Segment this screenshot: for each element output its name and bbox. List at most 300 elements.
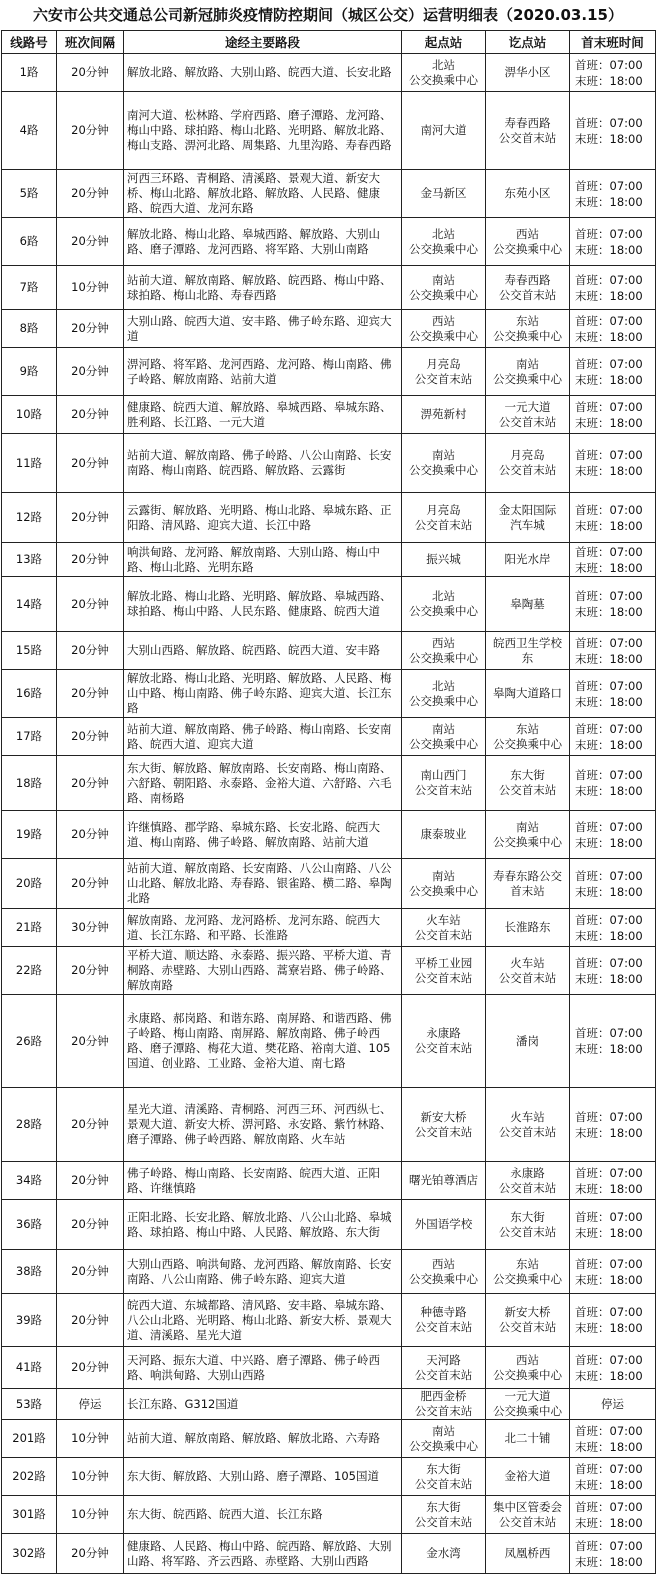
start-station: [402, 1200, 486, 1250]
station-line: 南站: [516, 819, 539, 834]
last-bus-time: 末班：18:00: [575, 784, 643, 798]
service-time: [570, 543, 656, 577]
route-segments: 天河路、振东大道、中兴路、磨子潭路、佛子岭西路、响洪甸路、大别山西路: [124, 1347, 402, 1389]
station-line: 寿春东路公交: [493, 868, 562, 883]
page-title: 六安市公共交通总公司新冠肺炎疫情防控期间（城区公交）运营明细表（2020.03.15）: [33, 6, 623, 24]
line-number: 28路: [2, 1088, 57, 1162]
line-number: 39路: [2, 1294, 57, 1347]
table-row: [2, 1496, 656, 1534]
service-time: [570, 396, 656, 434]
table-row: [2, 1294, 656, 1347]
station-line: 首末站: [510, 883, 545, 898]
last-bus-time: 末班：18:00: [575, 651, 643, 666]
last-bus-time: 末班：18:00: [575, 1181, 643, 1196]
line-number: 201路: [2, 1420, 57, 1458]
last-bus-time: 末班：18:00: [575, 1368, 643, 1383]
table-row: [2, 170, 656, 218]
station-line: 南站: [432, 868, 455, 883]
station-line: 公交换乘中心: [493, 834, 562, 849]
station-line: 金裕大道: [504, 1469, 551, 1483]
first-bus-time: 首班：07:00: [575, 356, 643, 371]
last-bus-time: 末班：18:00: [575, 329, 643, 344]
line-number: 301路: [2, 1496, 57, 1534]
interval: 30分钟: [57, 909, 124, 947]
start-station: [402, 718, 486, 756]
end-station: [486, 54, 570, 92]
station-line: 皋陶墓: [510, 596, 545, 611]
interval: 20分钟: [57, 1250, 124, 1294]
table-row: [2, 1534, 656, 1574]
end-station: [486, 310, 570, 348]
interval: 20分钟: [57, 348, 124, 396]
service-time: [570, 947, 656, 995]
route-segments: 健康路、皖西大道、解放路、皋城西路、皋城东路、胜利路、长江路、一元大道: [124, 396, 402, 434]
last-bus-time: 末班：18:00: [575, 737, 643, 752]
station-line: 公交换乘中心: [493, 371, 562, 386]
start-station: [402, 1162, 486, 1200]
service-time: [570, 859, 656, 909]
end-station: [486, 1347, 570, 1389]
start-station: [402, 1294, 486, 1347]
station-line: 金太阳国际: [498, 502, 557, 517]
station-line: 西站: [516, 226, 539, 241]
station-line: 一元大道: [504, 1389, 551, 1403]
start-station: [402, 995, 486, 1088]
interval: 20分钟: [57, 632, 124, 670]
start-station: [402, 947, 486, 995]
station-line: 公交首末站: [414, 371, 473, 386]
station-line: 金水湾: [426, 1546, 461, 1560]
schedule-table: [1, 30, 656, 1574]
route-segments: 站前大道、解放南路、佛子岭路、八公山南路、长安南路、梅山南路、皖西路、解放路、云露街: [124, 434, 402, 493]
station-line: 月亮岛: [426, 356, 461, 371]
end-station: [486, 92, 570, 170]
line-number: 16路: [2, 670, 57, 718]
start-station: [402, 218, 486, 266]
start-station: [402, 92, 486, 170]
interval: 10分钟: [57, 1420, 124, 1458]
first-bus-time: 首班：07:00: [575, 635, 643, 650]
service-time: [570, 1534, 656, 1574]
route-segments: 东大街、皖西路、皖西大道、长江东路: [124, 1496, 402, 1534]
station-line: 西站: [516, 1352, 539, 1367]
line-number: 20路: [2, 859, 57, 909]
route-segments: 解放北路、解放路、大别山路、皖西大道、长安北路: [124, 54, 402, 92]
interval: 20分钟: [57, 947, 124, 995]
station-line: 公交换乘中心: [409, 883, 478, 898]
station-line: 南站: [432, 721, 455, 736]
service-time: [570, 493, 656, 543]
station-line: 公交换乘中心: [409, 328, 478, 343]
interval: 20分钟: [57, 577, 124, 632]
interval: 10分钟: [57, 1496, 124, 1534]
table-row: [2, 218, 656, 266]
table-row: [2, 396, 656, 434]
service-time: [570, 92, 656, 170]
station-line: 公交首末站: [414, 1320, 473, 1334]
station-line: 种德寺路: [420, 1305, 467, 1319]
end-station: [486, 1458, 570, 1496]
station-line: 火车站: [510, 955, 545, 970]
station-line: 公交首末站: [414, 1041, 473, 1055]
line-number: 1路: [2, 54, 57, 92]
station-line: 东大街: [510, 1209, 545, 1224]
station-line: 西站: [432, 1256, 455, 1271]
route-segments: 平桥大道、顺达路、永泰路、振兴路、平桥大道、青桐路、赤壁路、大别山西路、蒿寮岩路、佛子岭路、解放南路: [124, 947, 402, 995]
service-time: [570, 670, 656, 718]
table-row: [2, 1200, 656, 1250]
service-time: [570, 266, 656, 310]
table-row: [2, 1250, 656, 1294]
station-line: 永康路: [510, 1165, 545, 1180]
station-line: 平桥工业园: [414, 955, 473, 970]
station-line: 月亮岛: [426, 502, 461, 517]
station-line: 北二十铺: [504, 1431, 551, 1445]
start-station: [402, 1420, 486, 1458]
station-line: 公交换乘中心: [493, 328, 562, 343]
station-line: 公交换乘中心: [409, 463, 478, 477]
interval: 20分钟: [57, 1200, 124, 1250]
line-number: 53路: [2, 1389, 57, 1420]
first-bus-time: 首班：07:00: [575, 868, 643, 883]
first-bus-time: 首班：07:00: [575, 819, 643, 834]
station-line: 潘岗: [516, 1033, 539, 1048]
start-station: [402, 543, 486, 577]
end-station: [486, 543, 570, 577]
station-line: 西站: [432, 635, 455, 650]
first-bus-time: 首班：07:00: [575, 1305, 643, 1319]
first-bus-time: 首班：07:00: [575, 502, 643, 517]
station-line: 新安大桥: [504, 1305, 551, 1319]
station-line: 金马新区: [420, 186, 467, 200]
route-segments: 站前大道、解放南路、长安南路、八公山南路、八公山北路、解放北路、寿春路、银雀路、横二路、皋陶北路: [124, 859, 402, 909]
station-line: 南站: [432, 1423, 455, 1438]
route-segments: 健康路、人民路、梅山中路、皖西路、解放路、大别山路、将军路、齐云西路、赤壁路、大别山西路: [124, 1534, 402, 1574]
interval: 20分钟: [57, 310, 124, 348]
station-line: 公交换乘中心: [409, 650, 478, 665]
route-segments: 云露街、解放路、光明路、梅山北路、皋城东路、正阳路、清风路、迎宾大道、长江中路: [124, 493, 402, 543]
station-line: 永康路: [426, 1026, 461, 1040]
station-line: 东大街: [426, 1499, 461, 1514]
service-time: [570, 632, 656, 670]
end-station: [486, 909, 570, 947]
interval: 20分钟: [57, 1162, 124, 1200]
first-bus-time: 首班：07:00: [575, 912, 643, 927]
last-bus-time: 末班：18:00: [575, 288, 643, 303]
interval: 20分钟: [57, 811, 124, 859]
last-bus-time: 末班：18:00: [575, 971, 643, 986]
line-number: 5路: [2, 170, 57, 218]
start-station: [402, 909, 486, 947]
service-time: [570, 756, 656, 811]
start-station: [402, 1347, 486, 1389]
line-number: 22路: [2, 947, 57, 995]
last-bus-time: 末班：18:00: [575, 242, 643, 257]
last-bus-time: 末班：18:00: [575, 415, 643, 430]
service-time: [570, 811, 656, 859]
first-bus-time: 首班：07:00: [575, 768, 643, 782]
station-line: 公交首末站: [414, 783, 473, 797]
first-bus-time: 首班：07:00: [575, 721, 643, 736]
station-line: 公交首末站: [498, 1124, 557, 1139]
line-number: 302路: [2, 1534, 57, 1574]
station-line: 南山西门: [420, 768, 467, 782]
service-time: [570, 995, 656, 1088]
start-station: [402, 348, 486, 396]
line-number: 38路: [2, 1250, 57, 1294]
end-station: [486, 756, 570, 811]
service-time: [570, 348, 656, 396]
start-station: [402, 54, 486, 92]
first-bus-time: 首班：07:00: [575, 313, 643, 328]
line-number: 10路: [2, 396, 57, 434]
first-bus-time: 首班：07:00: [575, 589, 643, 603]
end-station: [486, 995, 570, 1088]
interval: 20分钟: [57, 434, 124, 493]
interval: 20分钟: [57, 493, 124, 543]
route-segments: 解放北路、梅山北路、皋城西路、解放路、大别山路、磨子潭路、龙河西路、将军路、大别山南路: [124, 218, 402, 266]
station-line: 曙光铂尊酒店: [409, 1173, 478, 1187]
interval: 20分钟: [57, 396, 124, 434]
service-time: [570, 1294, 656, 1347]
interval: 20分钟: [57, 1088, 124, 1162]
station-line: 月亮岛: [510, 448, 545, 462]
first-bus-time: 首班：07:00: [575, 1499, 643, 1514]
first-bus-time: 首班：07:00: [575, 678, 643, 693]
end-station: [486, 1162, 570, 1200]
route-segments: 佛子岭路、梅山南路、长安南路、皖西大道、正阳路、许继慎路: [124, 1162, 402, 1200]
end-station: [486, 1420, 570, 1458]
route-segments: 许继慎路、郡学路、皋城东路、长安北路、皖西大道、梅山南路、佛子岭路、解放南路、站前大道: [124, 811, 402, 859]
station-line: 北站: [432, 226, 455, 241]
start-station: [402, 632, 486, 670]
first-bus-time: 首班：07:00: [575, 272, 643, 287]
interval: 20分钟: [57, 1347, 124, 1389]
interval: 20分钟: [57, 1294, 124, 1347]
last-bus-time: 末班：18:00: [575, 835, 643, 850]
route-segments: 解放北路、梅山北路、光明路、解放路、人民路、梅山中路、梅山南路、佛子岭东路、迎宾大道、长江东路: [124, 670, 402, 718]
table-row: [2, 718, 656, 756]
first-bus-time: 首班：07:00: [575, 955, 643, 970]
route-segments: 大别山西路、响洪甸路、龙河西路、解放南路、长安南路、八公山南路、佛子岭东路、迎宾大道: [124, 1250, 402, 1294]
station-line: 公交换乘中心: [409, 1271, 478, 1286]
header-interval: 班次间隔: [57, 31, 124, 54]
end-station: [486, 811, 570, 859]
station-line: 阳光水岸: [504, 552, 551, 566]
line-number: 14路: [2, 577, 57, 632]
service-time: [570, 577, 656, 632]
service-time: [570, 310, 656, 348]
route-segments: 东大街、解放路、解放南路、长安南路、梅山南路、六舒路、朝阳路、永泰路、金裕大道、六舒路、六毛路、南杨路: [124, 756, 402, 811]
station-line: 公交换乘中心: [493, 241, 562, 256]
end-station: [486, 947, 570, 995]
service-note: 停运: [570, 1389, 656, 1420]
station-line: 北站: [432, 589, 455, 603]
table-row: [2, 1162, 656, 1200]
station-line: 一元大道: [504, 399, 551, 414]
last-bus-time: 末班：18:00: [575, 73, 643, 88]
station-line: 火车站: [510, 1109, 545, 1124]
last-bus-time: 末班：18:00: [575, 464, 643, 478]
station-line: 南站: [432, 448, 455, 462]
route-segments: 站前大道、解放南路、解放路、皖西路、梅山中路、球拍路、梅山北路、寿春西路: [124, 266, 402, 310]
route-segments: 皖西大道、东城都路、清风路、安丰路、皋城东路、八公山北路、光明路、梅山北路、新安大桥、景观大道、清溪路、星光大道: [124, 1294, 402, 1347]
station-line: 北站: [432, 57, 455, 72]
station-line: 公交换乘中心: [493, 1367, 562, 1382]
station-line: 公交首末站: [498, 1514, 557, 1529]
table-row: [2, 543, 656, 577]
start-station: [402, 670, 486, 718]
station-line: 皋陶大道路口: [493, 686, 562, 700]
station-line: 东苑小区: [504, 186, 551, 200]
service-time: [570, 54, 656, 92]
interval: 20分钟: [57, 543, 124, 577]
table-row: [2, 348, 656, 396]
header-line: 线路号: [2, 31, 57, 54]
interval: 20分钟: [57, 54, 124, 92]
last-bus-time: 末班：18:00: [575, 605, 643, 619]
start-station: [402, 266, 486, 310]
interval: 20分钟: [57, 995, 124, 1088]
line-number: 21路: [2, 909, 57, 947]
station-line: 南河大道: [420, 123, 467, 137]
last-bus-time: 末班：18:00: [575, 372, 643, 387]
table-row: [2, 632, 656, 670]
start-station: [402, 1496, 486, 1534]
station-line: 寿春西路: [504, 115, 551, 130]
service-time: [570, 909, 656, 947]
last-bus-time: 末班：18:00: [575, 560, 643, 575]
last-bus-time: 末班：18:00: [575, 1042, 643, 1056]
table-row: [2, 1347, 656, 1389]
service-time: [570, 1250, 656, 1294]
station-line: 皖西卫生学校东: [493, 635, 562, 665]
header-end: 讫点站: [486, 31, 570, 54]
interval: 20分钟: [57, 670, 124, 718]
route-segments: 永康路、郝岗路、和谐东路、南屏路、和谐西路、佛子岭路、梅山南路、南屏路、解放南路、佛子岭西路、磨子潭路、梅花大道、樊花路、裕南大道、105国道、创业路、工业路、金裕大道、南七路: [124, 995, 402, 1088]
interval: 20分钟: [57, 92, 124, 170]
table-row: [2, 92, 656, 170]
interval: 10分钟: [57, 266, 124, 310]
station-line: 东大街: [510, 768, 545, 782]
table-row: [2, 811, 656, 859]
line-number: 6路: [2, 218, 57, 266]
end-station: [486, 266, 570, 310]
table-row: [2, 54, 656, 92]
station-line: 公交首末站: [498, 1180, 557, 1195]
station-line: 公交换乘中心: [409, 736, 478, 751]
table-row: [2, 1088, 656, 1162]
first-bus-time: 首班：07:00: [575, 1352, 643, 1367]
service-time: [570, 718, 656, 756]
first-bus-time: 首班：07:00: [575, 1461, 643, 1476]
last-bus-time: 末班：18:00: [575, 1272, 643, 1287]
station-line: 天河路: [426, 1352, 461, 1367]
station-line: 公交首末站: [414, 927, 473, 942]
last-bus-time: 末班：18:00: [575, 1225, 643, 1240]
first-bus-time: 首班：07:00: [575, 226, 643, 241]
table-row: [2, 756, 656, 811]
table-row: [2, 1458, 656, 1496]
station-line: 集中区管委会: [493, 1499, 562, 1514]
interval: 20分钟: [57, 170, 124, 218]
table-row: [2, 310, 656, 348]
station-line: 淠华小区: [504, 65, 551, 79]
interval: 停运: [57, 1389, 124, 1420]
station-line: 公交换乘中心: [409, 1438, 478, 1453]
station-line: 汽车城: [510, 517, 545, 532]
table-row: [2, 670, 656, 718]
start-station: [402, 756, 486, 811]
route-segments: 解放北路、梅山北路、光明路、解放路、皋城西路、球拍路、梅山中路、人民东路、健康路、皖西大道: [124, 577, 402, 632]
station-line: 公交首末站: [498, 414, 557, 429]
start-station: [402, 1088, 486, 1162]
line-number: 12路: [2, 493, 57, 543]
last-bus-time: 末班：18:00: [575, 1321, 643, 1335]
last-bus-time: 末班：18:00: [575, 1439, 643, 1454]
route-segments: 大别山西路、解放路、皖西路、皖西大道、安丰路: [124, 632, 402, 670]
line-number: 202路: [2, 1458, 57, 1496]
start-station: [402, 493, 486, 543]
station-line: 外国语学校: [414, 1217, 473, 1231]
first-bus-time: 首班：07:00: [575, 1165, 643, 1180]
service-time: [570, 1420, 656, 1458]
station-line: 公交首末站: [498, 287, 557, 302]
station-line: 长淮路东: [504, 920, 551, 934]
table-row: [2, 577, 656, 632]
line-number: 15路: [2, 632, 57, 670]
start-station: [402, 859, 486, 909]
route-segments: 站前大道、解放南路、佛子岭路、梅山南路、长安南路、皖西大道、迎宾大道: [124, 718, 402, 756]
line-number: 13路: [2, 543, 57, 577]
line-number: 26路: [2, 995, 57, 1088]
line-number: 4路: [2, 92, 57, 170]
route-segments: 长江东路、G312国道: [124, 1389, 402, 1420]
table-row: [2, 859, 656, 909]
station-line: 西站: [432, 313, 455, 328]
first-bus-time: 首班：07:00: [575, 1256, 643, 1271]
end-station: [486, 1534, 570, 1574]
station-line: 北站: [432, 678, 455, 693]
station-line: 公交首末站: [498, 1224, 557, 1239]
station-line: 公交换乘中心: [409, 693, 478, 708]
end-station: [486, 859, 570, 909]
station-line: 东站: [516, 313, 539, 328]
table-row: [2, 995, 656, 1088]
station-line: 淠苑新村: [420, 407, 467, 421]
last-bus-time: 末班：18:00: [575, 1515, 643, 1530]
station-line: 公交首末站: [414, 1476, 473, 1491]
table-row: [2, 434, 656, 493]
end-station: [486, 348, 570, 396]
end-station: [486, 170, 570, 218]
table-header-row: [2, 31, 656, 54]
station-line: 南站: [432, 272, 455, 287]
last-bus-time: 末班：18:00: [575, 928, 643, 943]
service-time: [570, 170, 656, 218]
last-bus-time: 末班：18:00: [575, 131, 643, 146]
station-line: 公交换乘中心: [409, 287, 478, 302]
first-bus-time: 首班：07:00: [575, 1109, 643, 1124]
last-bus-time: 末班：18:00: [575, 884, 643, 899]
route-segments: 淠河路、将军路、龙河西路、龙河路、梅山南路、佛子岭路、解放南路、站前大道: [124, 348, 402, 396]
start-station: [402, 1250, 486, 1294]
last-bus-time: 末班：18:00: [575, 518, 643, 533]
interval: 20分钟: [57, 859, 124, 909]
station-line: 公交换乘中心: [409, 72, 478, 87]
last-bus-time: 末班：18:00: [575, 1125, 643, 1140]
end-station: [486, 1250, 570, 1294]
